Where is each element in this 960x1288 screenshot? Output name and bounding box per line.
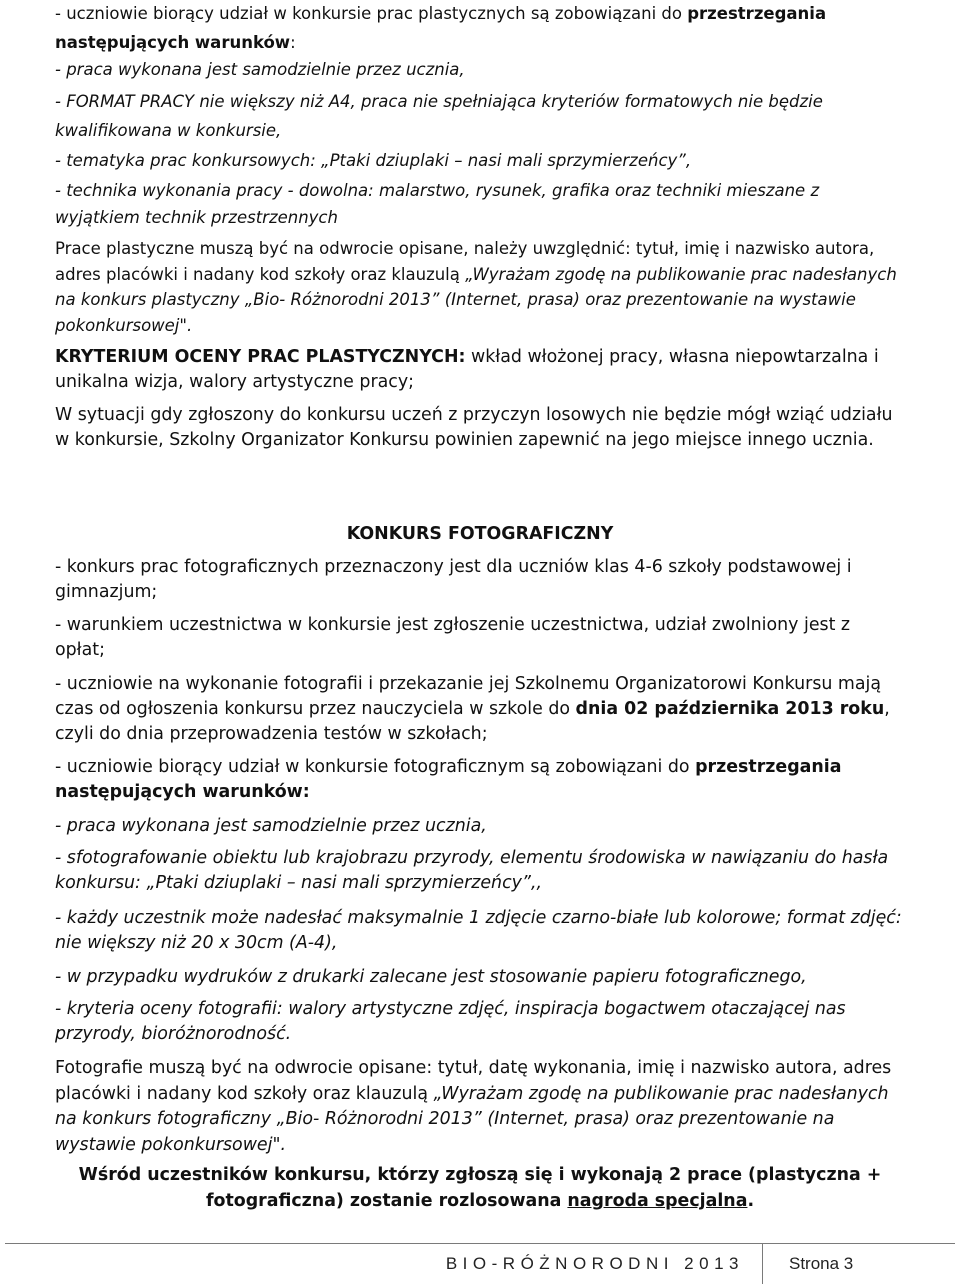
criteria-text: wkład włożonej pracy, własna niepowtarzalna i unikalna wizja, walory artystyczne pracy; bbox=[55, 347, 879, 392]
photo-heading: KONKURS FOTOGRAFICZNY bbox=[346, 524, 614, 544]
photo-labeling-text: Fotografie muszą być na odwrocie opisane: tytuł, datę wykonania, imię i nazwisko autora, adres placówki i nadany kod szkoły oraz klauzulą bbox=[55, 1058, 892, 1104]
special-prize-underlined: nagroda specjalna bbox=[567, 1191, 748, 1211]
special-prize-end: . bbox=[747, 1191, 755, 1211]
criteria-label: KRYTERIUM OCENY PRAC PLASTYCZNYCH: bbox=[55, 347, 466, 367]
intro-text: - uczniowie biorący udział w konkursie prac plastycznych są zobowiązani do bbox=[55, 4, 688, 23]
photo-rule-2: - sfotografowanie obiektu lub krajobrazu przyrody, elementu środowiska w nawiązaniu do hasła konkursu: „Ptaki dziuplaki – nasi mali sprzymierzeńcy”,, bbox=[55, 848, 889, 893]
photo-labeling-clause: „Wyrażam zgodę na publikowanie prac nadesłanych na konkurs fotograficzny „Bio- Różnorodni 2013” (Internet, prasa) oraz prezentowanie na wystawie pokonkursowej". bbox=[55, 1083, 889, 1155]
photo-rule-5: - kryteria oceny fotografii: walory artystyczne zdjęć, inspiracja bogactwem otaczającej nas przyrody, bioróżnorodność. bbox=[55, 999, 846, 1044]
photo-rule-3: - każdy uczestnik może nadesłać maksymalnie 1 zdjęcie czarno-białe lub kolorowe; format zdjęć: nie większy niż 20 x 30cm (A-4), bbox=[55, 908, 902, 953]
photo-p4-text: - uczniowie biorący udział w konkursie fotograficznym są zobowiązani do bbox=[55, 757, 696, 777]
photo-p3-text: - uczniowie na wykonanie fotografii i przekazanie jej Szkolnemu Organizatorowi Konkursu mają czas od ogłoszenia konkursu przez nauczyciela w szkole do bbox=[55, 674, 882, 719]
photo-p3-end: , czyli do dnia przeprowadzenia testów w szkołach; bbox=[55, 699, 890, 744]
plastic-labeling-text: Prace plastyczne muszą być na odwrocie opisane, należy uwzględnić: tytuł, imię i nazwisko autora, adres placówki i nadany kod szkoły oraz klauzulą bbox=[55, 239, 875, 284]
substitution-note: W sytuacji gdy zgłoszony do konkursu uczeń z przyczyn losowych nie będzie mógł wziąć udziału w konkursie, Szkolny Organizator Konkursu powinien zapewnić na jego miejsce innego ucznia. bbox=[55, 405, 893, 450]
plastic-rule-3: - tematyka prac konkursowych: „Ptaki dziuplaki – nasi mali sprzymierzeńcy”, bbox=[55, 151, 692, 170]
plastic-rule-2: - FORMAT PRACY nie większy niż A4, praca nie spełniająca kryteriów formatowych nie będzie kwalifikowana w konkursie, bbox=[55, 92, 823, 140]
special-prize-text: Wśród uczestników konkursu, którzy zgłoszą się i wykonają 2 prace (plastyczna + fotograficzna) zostanie rozlosowana bbox=[78, 1165, 882, 1211]
photo-deadline: dnia 02 października 2013 roku bbox=[575, 699, 885, 719]
photo-paragraph-4 bbox=[55, 755, 905, 805]
plastic-labeling-clause: „Wyrażam zgodę na publikowanie prac nadesłanych na konkurs plastyczny „Bio- Różnorodni 2013” (Internet, prasa) oraz prezentowanie na wystawie pokonkursowej". bbox=[55, 264, 897, 335]
photo-paragraph-1: - konkurs prac fotograficznych przeznaczony jest dla uczniów klas 4-6 szkoły podstawowej i gimnazjum; bbox=[55, 557, 852, 602]
photo-paragraph-2: - warunkiem uczestnictwa w konkursie jest zgłoszenie uczestnictwa, udział zwolniony jest z opłat; bbox=[55, 615, 851, 660]
photo-rule-4: - w przypadku wydruków z drukarki zalecane jest stosowanie papieru fotograficznego, bbox=[55, 967, 807, 987]
special-prize-note bbox=[75, 1162, 885, 1214]
footer-brand: BIO-RÓŻNORODNI 2013 bbox=[445, 1254, 744, 1273]
photo-rule-1: - praca wykonana jest samodzielnie przez ucznia, bbox=[55, 816, 487, 836]
plastic-rule-4: - technika wykonania pracy - dowolna: malarstwo, rysunek, grafika oraz techniki mieszane z wyjątkiem technik przestrzennych bbox=[55, 181, 820, 227]
page-footer bbox=[5, 1243, 955, 1284]
photo-paragraph-3 bbox=[55, 672, 905, 747]
photo-p4-bold: przestrzegania następujących warunków: bbox=[55, 757, 842, 802]
intro-bold: przestrzegania następujących warunków bbox=[55, 4, 827, 52]
plastic-criteria bbox=[55, 345, 905, 395]
plastic-labeling bbox=[55, 236, 905, 338]
intro-colon: : bbox=[290, 33, 296, 52]
plastic-rule-1: - praca wykonana jest samodzielnie przez ucznia, bbox=[55, 60, 465, 79]
footer-page-number: Strona 3 bbox=[762, 1244, 955, 1284]
photo-labeling bbox=[55, 1056, 905, 1158]
plastic-conditions-intro bbox=[55, 0, 905, 57]
